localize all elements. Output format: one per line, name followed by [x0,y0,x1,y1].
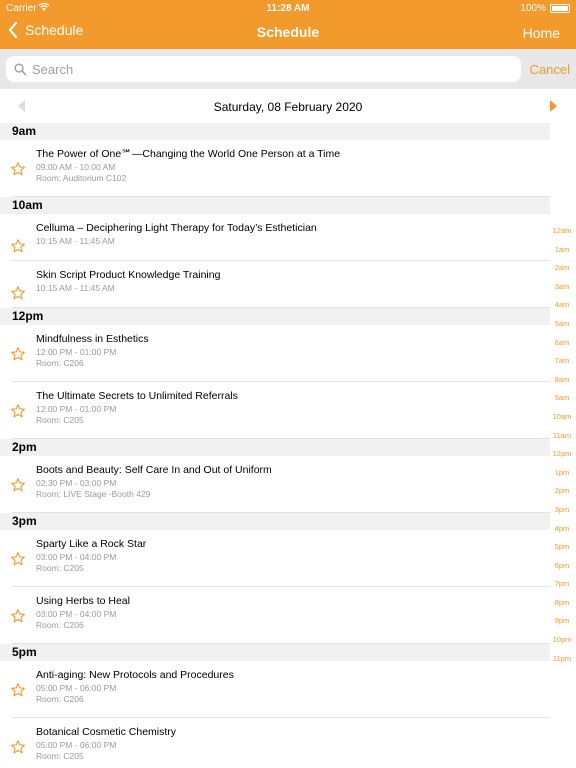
row-divider [12,196,550,197]
time-index-item[interactable]: 5pm [554,542,570,552]
session-room: Room: C206 [36,620,84,630]
section-header: 5pm [0,644,550,661]
session-time: 12:00 PM - 01:00 PM [36,347,117,357]
session-time: 03:00 PM - 04:00 PM [36,552,117,562]
time-index-item[interactable]: 10pm [552,635,572,645]
star-icon[interactable] [10,161,26,177]
row-divider [12,643,550,644]
star-icon[interactable] [10,403,26,419]
session-row[interactable] [0,382,550,439]
session-title: Celluma – Deciphering Light Therapy for Today’s Esthetician [36,222,317,234]
star-icon[interactable] [10,477,26,493]
status-bar [0,0,576,16]
session-time: 12:00 PM - 01:00 PM [36,404,117,414]
session-row[interactable] [0,140,550,197]
current-date: Saturday, 08 February 2020 [213,100,363,114]
search-field[interactable] [6,56,521,82]
battery-icon [550,4,570,13]
cancel-button[interactable]: Cancel [529,62,570,77]
time-index-item[interactable]: 7pm [554,579,570,589]
session-room: Room: LIVE Stage -Booth 429 [36,489,151,499]
session-room: Room: Auditorium C102 [36,173,127,183]
time-index-item[interactable]: 9pm [554,616,570,626]
time-index-item[interactable]: 11am [552,430,572,440]
session-time: 10:15 AM - 11:45 AM [36,283,115,293]
time-index-item[interactable]: 5am [554,318,570,328]
session-title: Mindfulness in Esthetics [36,333,149,345]
time-index-item[interactable]: 8am [554,374,570,384]
time-index-item[interactable]: 3pm [554,504,570,514]
home-button[interactable]: Home [522,25,560,41]
session-time: 05:00 PM - 06:00 PM [36,683,117,693]
session-time: 05:00 PM - 06:00 PM [36,740,117,750]
time-index-item[interactable]: 6pm [554,560,570,570]
session-row[interactable] [0,661,550,718]
clock: 11:28 AM [266,3,310,14]
time-index-item[interactable]: 2pm [554,486,570,496]
star-icon[interactable] [10,608,26,624]
time-index-item[interactable]: 8pm [554,597,570,607]
time-index-item[interactable]: 3am [554,281,570,291]
session-time: 02:30 PM - 03:00 PM [36,478,117,488]
session-title: Sparty Like a Rock Star [36,538,147,550]
section-header: 2pm [0,439,550,456]
time-index-item[interactable]: 12am [552,226,572,235]
session-title: Using Herbs to Heal [36,595,130,607]
session-title: Boots and Beauty: Self Care In and Out of Uniform [36,464,272,476]
search-input[interactable] [32,62,512,77]
section-header: 9am [0,123,550,140]
star-icon[interactable] [10,682,26,698]
section-header: 10am [0,197,550,214]
star-icon[interactable] [10,346,26,362]
session-time: 03:00 PM - 04:00 PM [36,609,117,619]
date-navigator [0,95,576,119]
star-icon[interactable] [10,285,26,301]
star-icon[interactable] [10,551,26,567]
back-button-label: Schedule [25,22,84,38]
section-header: 12pm [0,308,550,325]
star-icon[interactable] [10,739,26,755]
time-index-item[interactable]: 4am [554,300,570,310]
time-index-item[interactable]: 1pm [554,467,570,477]
row-divider [12,307,550,308]
time-index-item[interactable]: 11pm [552,653,572,663]
back-button[interactable] [8,22,83,38]
session-room: Room: C205 [36,751,84,761]
time-index-item[interactable]: 1am [554,244,570,254]
carrier-label: Carrier [6,3,37,14]
session-time: 10:15 AM - 11:45 AM [36,236,115,246]
search-icon [14,63,27,76]
time-index-item[interactable]: 7am [554,356,570,366]
session-time: 09:00 AM - 10:00 AM [36,162,116,172]
row-divider [12,512,550,513]
session-title: Botanical Cosmetic Chemistry [36,726,177,738]
time-index-item[interactable]: 12pm [552,449,572,459]
time-index-item[interactable]: 6am [554,337,570,347]
row-divider [12,438,550,439]
page-title: Schedule [256,24,320,40]
session-room: Room: C205 [36,415,84,425]
session-row[interactable] [0,214,550,261]
session-title: The Ultimate Secrets to Unlimited Referrals [36,390,238,402]
session-room: Room: C206 [36,358,84,368]
session-row[interactable] [0,456,550,513]
time-index-item[interactable]: 10am [552,411,572,421]
session-row[interactable] [0,530,550,587]
session-row[interactable] [0,325,550,382]
session-row[interactable] [0,718,550,768]
session-row[interactable] [0,261,550,308]
schedule-list [0,123,550,768]
session-title: Skin Script Product Knowledge Training [36,269,221,281]
section-header: 3pm [0,513,550,530]
session-room: Room: C206 [36,694,84,704]
chevron-left-icon [8,22,18,38]
time-index-item[interactable]: 4pm [554,523,570,533]
next-day-icon[interactable] [550,100,557,112]
search-bar [0,49,576,89]
star-icon[interactable] [10,238,26,254]
time-index-item[interactable]: 9am [554,393,570,403]
session-title: Anti-aging: New Protocols and Procedures [36,669,234,681]
session-row[interactable] [0,587,550,644]
time-index [550,222,574,668]
battery-percent: 100% [520,3,546,14]
navigation-bar [0,16,576,49]
session-title: The Power of One℠—Changing the World One Person at a Time [36,148,341,160]
session-room: Room: C205 [36,563,84,573]
time-index-item[interactable]: 2am [554,263,570,273]
